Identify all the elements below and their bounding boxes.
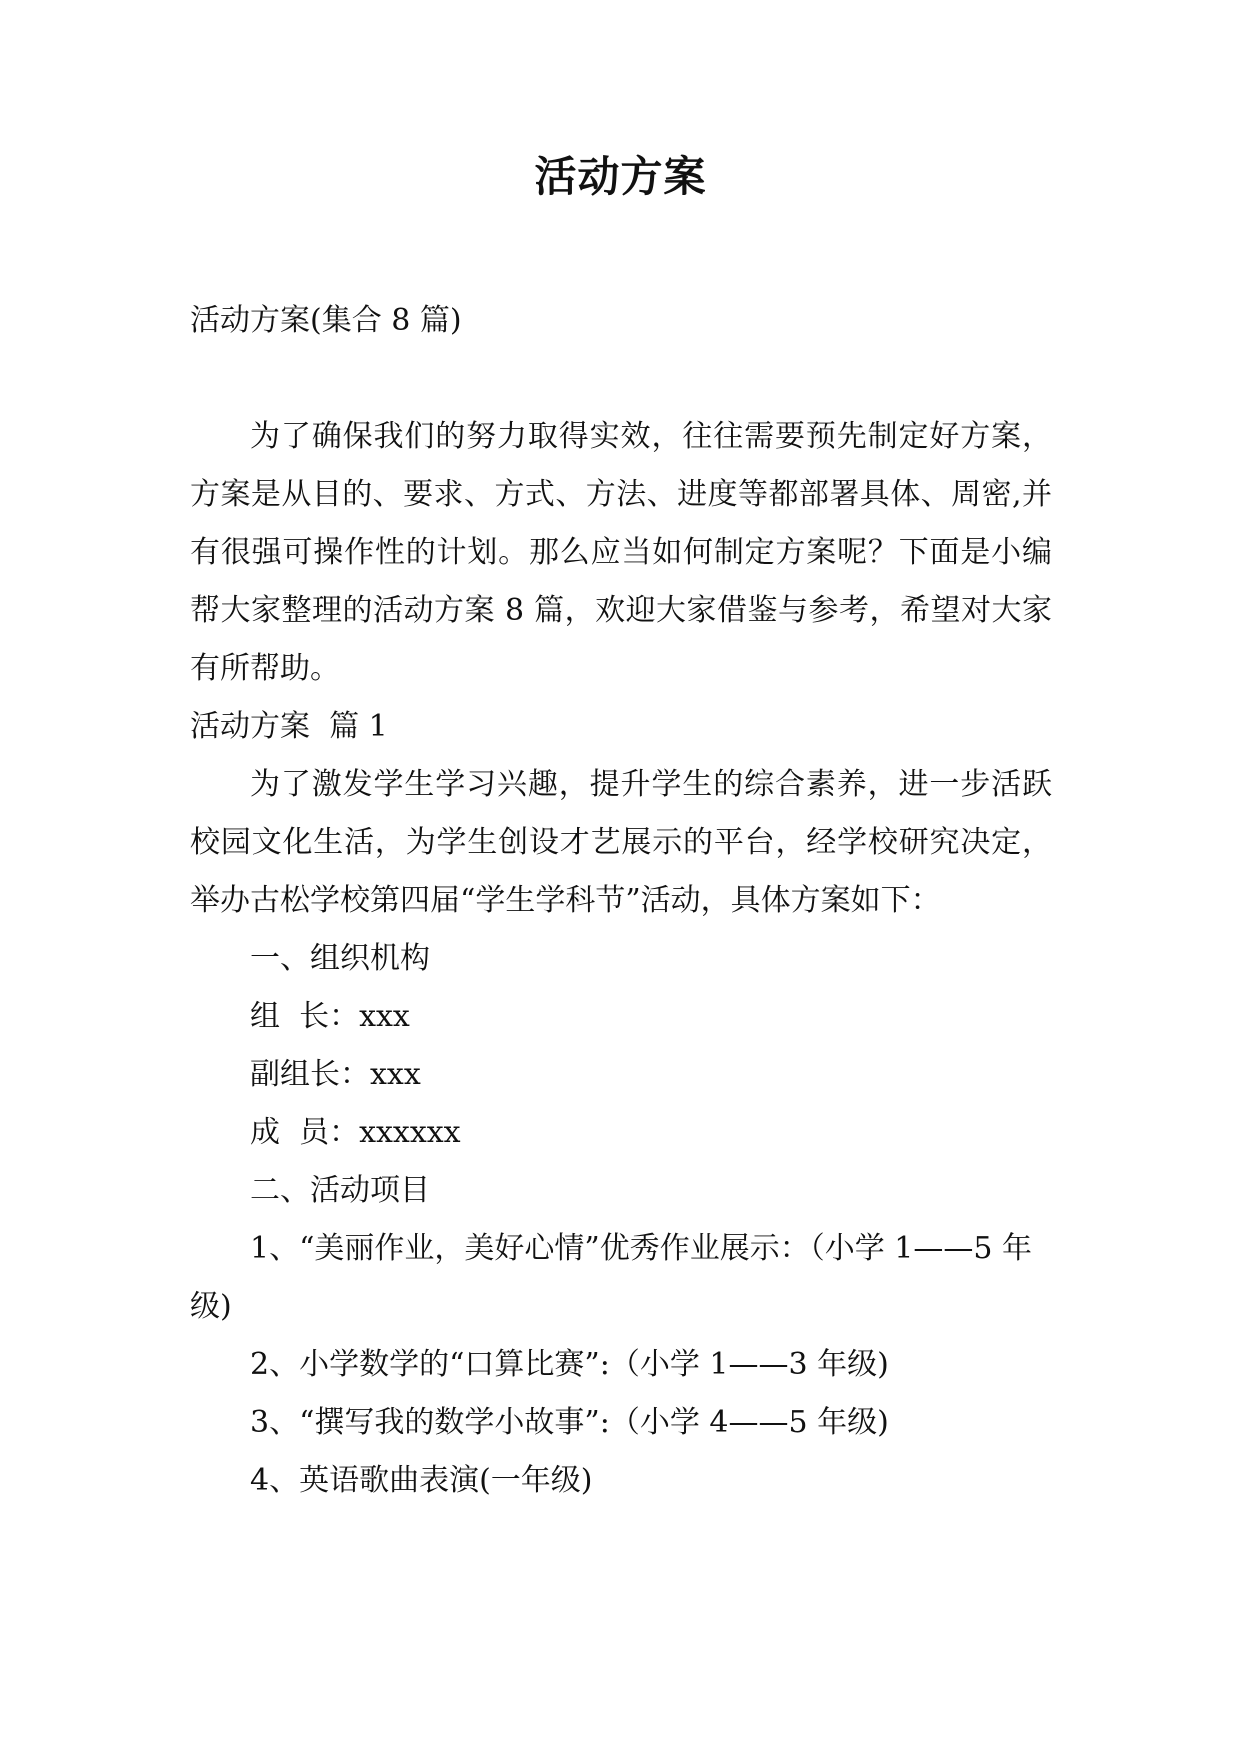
project-item: 4、英语歌曲表演(一年级) bbox=[250, 1463, 593, 1498]
section-heading: 活动方案 篇 1 bbox=[190, 709, 388, 744]
org-members: 成 员：xxxxxx bbox=[250, 1115, 461, 1150]
document-body bbox=[190, 292, 1052, 1510]
projects-heading: 二、活动项目 bbox=[250, 1173, 430, 1208]
section-intro-paragraph: 为了激发学生学习兴趣，提升学生的综合素养，进一步活跃校园文化生活，为学生创设才艺展示的平台，经学校研究决定，举办古松学校第四届“学生学科节”活动，具体方案如下： bbox=[190, 767, 1052, 918]
document-subtitle: 活动方案(集合 8 篇) bbox=[190, 303, 462, 338]
org-deputy: 副组长：xxx bbox=[250, 1057, 421, 1092]
org-heading: 一、组织机构 bbox=[250, 941, 430, 976]
project-item: 1、“美丽作业，美好心情”优秀作业展示：（小学 1——5 年级) bbox=[190, 1231, 1033, 1324]
project-item: 2、小学数学的“口算比赛”:（小学 1——3 年级) bbox=[250, 1347, 889, 1382]
project-item: 3、“撰写我的数学小故事”:（小学 4——5 年级) bbox=[250, 1405, 889, 1440]
org-leader: 组 长：xxx bbox=[250, 999, 410, 1034]
intro-paragraph: 为了确保我们的努力取得实效，往往需要预先制定好方案，方案是从目的、要求、方式、方法、进度等都部署具体、周密,并有很强可操作性的计划。那么应当如何制定方案呢？下面是小编帮大家整理的活动方案 8 篇，欢迎大家借鉴与参考，希望对大家有所帮助。 bbox=[190, 419, 1052, 686]
document-title: 活动方案 bbox=[534, 152, 707, 201]
